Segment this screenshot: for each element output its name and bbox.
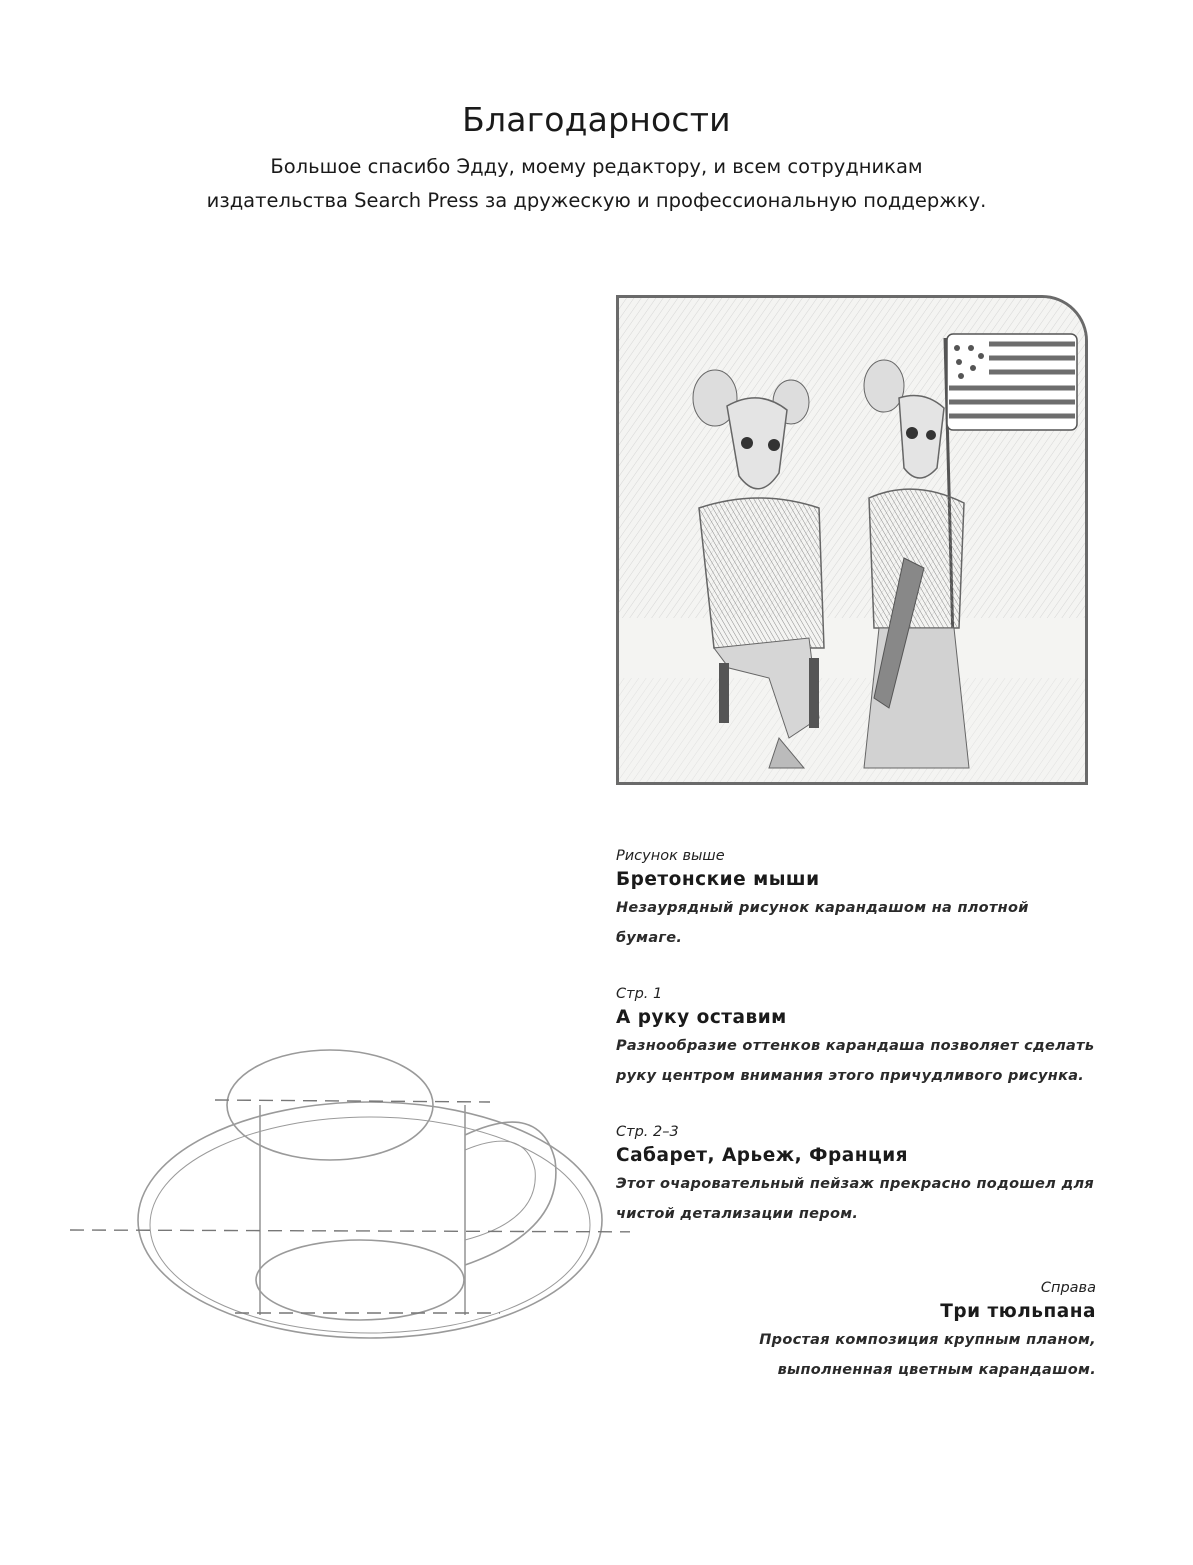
caption-ref: Справа (1040, 1280, 1096, 1296)
intro-line: Большое спасибо Эдду, моему редактору, и всем сотрудникам (270, 155, 923, 178)
caption-desc: Этот очаровательный пейзаж прекрасно подошел для (616, 1176, 1094, 1192)
mice-drawing (619, 298, 1085, 782)
caption-desc: Незаурядный рисунок карандашом на плотной бумаге. (616, 900, 1029, 946)
caption-ref: Стр. 1 (616, 986, 663, 1002)
cup-sketch (70, 1040, 630, 1420)
caption-tulips (616, 1277, 1096, 1385)
page-heading: Благодарности (462, 100, 731, 139)
mice-drawing-frame (616, 295, 1088, 785)
captions (616, 845, 1096, 1415)
caption-ref: Рисунок выше (616, 848, 725, 864)
caption-sabaret (616, 1121, 1096, 1229)
caption-title: Бретонские мыши (616, 869, 820, 890)
caption-title: Три тюльпана (940, 1301, 1096, 1322)
caption-desc: руку центром внимания этого причудливого рисунка. (616, 1068, 1085, 1084)
caption-desc: Простая композиция крупным планом, (759, 1332, 1096, 1348)
caption-desc: Разнообразие оттенков карандаша позволяет сделать (616, 1038, 1095, 1054)
intro-line: издательства Search Press за дружескую и профессиональную поддержку. (206, 189, 987, 212)
caption-desc: выполненная цветным карандашом. (777, 1362, 1096, 1378)
caption-ref: Стр. 2–3 (616, 1124, 679, 1140)
caption-mice (616, 845, 1096, 953)
caption-desc: чистой детализации пером. (616, 1206, 859, 1222)
caption-title: А руку оставим (616, 1007, 787, 1028)
caption-hand (616, 983, 1096, 1091)
intro-text (0, 150, 1193, 218)
caption-title: Сабарет, Арьеж, Франция (616, 1145, 909, 1166)
